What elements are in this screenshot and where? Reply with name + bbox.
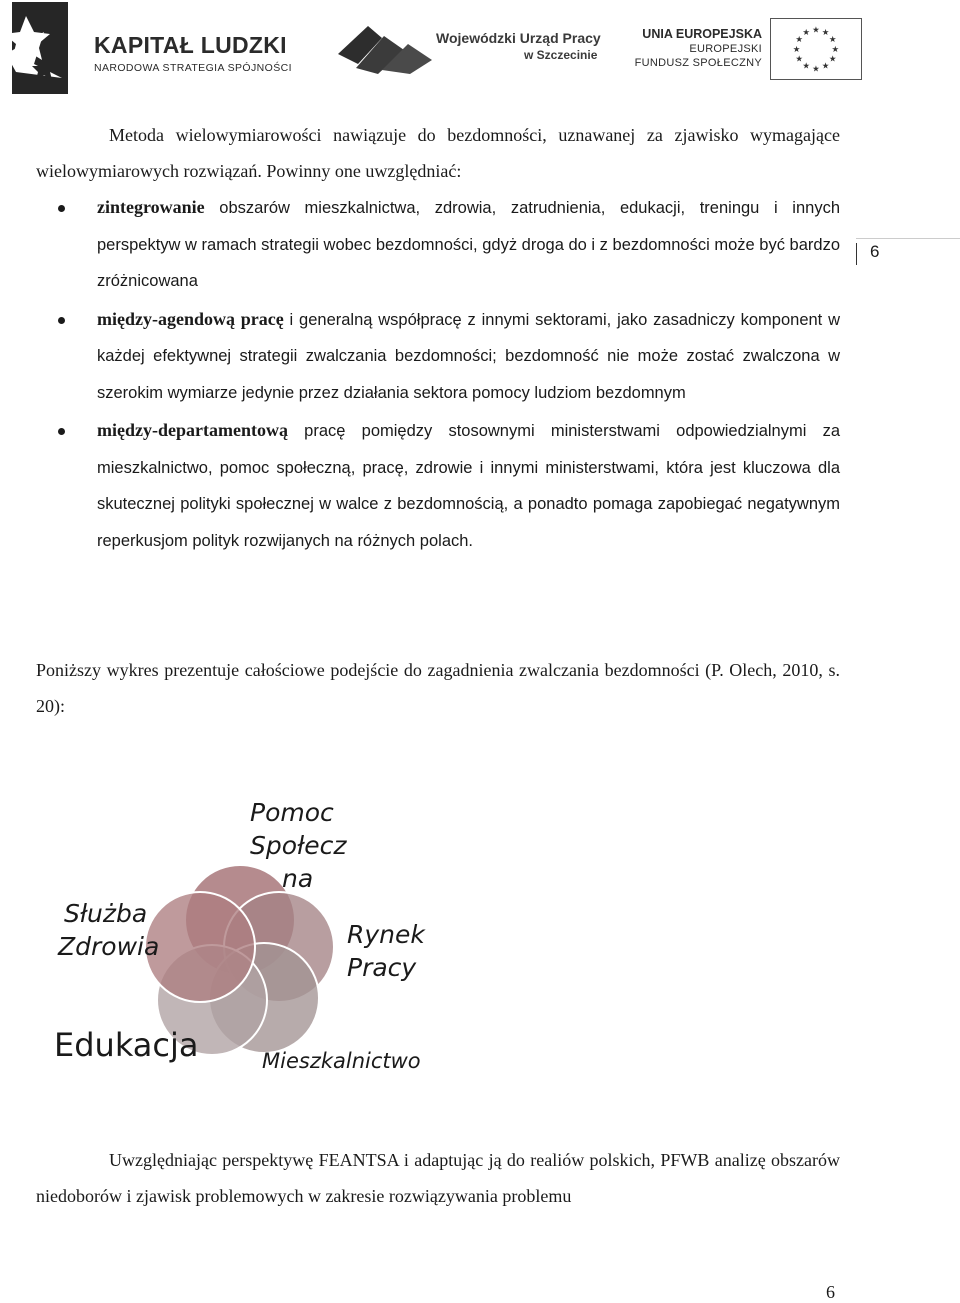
bullet-icon [58, 317, 65, 324]
holistic-approach-diagram [0, 760, 960, 1100]
list-item [36, 413, 840, 559]
label-sluzba-line1: Służba [64, 899, 148, 928]
eu-star-icon: ★ [821, 27, 830, 38]
eu-star-icon: ★ [795, 53, 804, 64]
label-edukacja: Edukacja [54, 1026, 199, 1064]
list-item-keyword: między-agendową pracę [97, 308, 284, 329]
bullet-icon [58, 428, 65, 435]
wup-emblem-icon [338, 24, 432, 74]
label-rynek-line2: Pracy [347, 953, 417, 982]
intro-paragraph: Metoda wielowymiarowości nawiązuje do bezdomności, uznawanej za zjawisko wymagające wielowymiarowych rozwiązań. Powinny one uwzględniać: [36, 125, 840, 181]
label-pomoc-line2: Społecz [250, 831, 347, 860]
eu-star-icon: ★ [802, 60, 811, 71]
bullet-icon [58, 205, 65, 212]
circle-sluzba-zdrowia [145, 892, 255, 1002]
kapital-ludzki-subtitle: NARODOWA STRATEGIA SPÓJNOŚCI [94, 62, 292, 74]
kapital-ludzki-star-icon [4, 2, 72, 94]
eu-star-icon: ★ [812, 24, 820, 35]
eu-star-icon: ★ [812, 63, 820, 74]
eu-fund-label-2: FUNDUSZ SPOŁECZNY [634, 57, 762, 69]
eu-star-icon: ★ [821, 60, 830, 71]
side-page-number: 6 [870, 242, 880, 261]
label-sluzba-zdrowia [58, 897, 159, 963]
list-item-text: pracę pomiędzy stosownymi ministerstwami odpowiedzialnymi za mieszkalnictwo, pomoc społeczną, pracę, zdrowie i innymi ministerstwami, która jest kluczowa dla skutecznej polityki społecznej w walce z bezdomnością, a ponadto pomaga zapobiegać negatywnym reperkusjom polityk rozwijanych na różnych polach. [97, 422, 840, 550]
eu-star-icon: ★ [802, 27, 811, 38]
eu-flag-icon [770, 18, 862, 80]
label-pomoc-line1: Pomoc [250, 798, 334, 827]
eu-star-icon: ★ [795, 34, 804, 45]
list-item-text: obszarów mieszkalnictwa, zdrowia, zatrudnienia, edukacji, treningu i innych perspektyw w ramach strategii wobec bezdomności, gdyż droga do i z bezdomności może być bardzo zróżnicowana [97, 199, 840, 290]
eu-star-icon: ★ [831, 43, 840, 54]
label-sluzba-line2: Zdrowia [58, 932, 160, 961]
kapital-ludzki-title: KAPITAŁ LUDZKI [94, 32, 287, 58]
list-item [36, 302, 840, 412]
label-rynek-line1: Rynek [347, 920, 425, 949]
side-page-divider [856, 243, 857, 265]
list-item-keyword: zintegrowanie [97, 197, 205, 217]
eu-star-icon: ★ [828, 53, 837, 64]
requirements-list [36, 190, 840, 561]
eu-union-label: UNIA EUROPEJSKA [642, 27, 762, 41]
label-mieszkalnictwo: Mieszkalnictwo [262, 1049, 421, 1073]
eu-logo [636, 18, 866, 82]
list-item [36, 190, 840, 300]
footer-page-number: 6 [826, 1282, 835, 1302]
closing-paragraph: Uwzględniając perspektywę FEANTSA i adaptując ją do realiów polskich, PFWB analizę obszarów niedoborów i zjawisk problemowych w zakresie rozwiązywania problemu [36, 1150, 840, 1206]
label-rynek-pracy [347, 918, 425, 984]
label-pomoc-line3: na [282, 864, 314, 893]
list-item-text: i generalną współpracę z innymi sektorami, jako zasadniczy komponent w każdej efektywnej strategii zwalczania bezdomności; bezdomność nie może zostać zwalczona w szerokim wymiarze jedynie przez działania sektora pomocy ludziom bezdomnym [97, 310, 841, 402]
chart-intro-paragraph: Poniższy wykres prezentuje całościowe podejście do zagadnienia zwalczania bezdomności (P. Olech, 2010, s. 20): [36, 660, 840, 716]
wup-name: Wojewódzki Urząd Pracy [436, 30, 601, 46]
label-pomoc-spoleczna [250, 796, 346, 895]
wup-city: w Szczecinie [524, 48, 598, 62]
eu-text [635, 26, 762, 70]
wup-logo [338, 24, 601, 74]
eu-star-icon: ★ [828, 34, 837, 45]
kapital-ludzki-logo [4, 2, 304, 94]
eu-fund-label-1: EUROPEJSKI [689, 43, 762, 55]
list-item-keyword: między-departamentową [97, 420, 288, 440]
eu-star-icon: ★ [792, 43, 801, 54]
